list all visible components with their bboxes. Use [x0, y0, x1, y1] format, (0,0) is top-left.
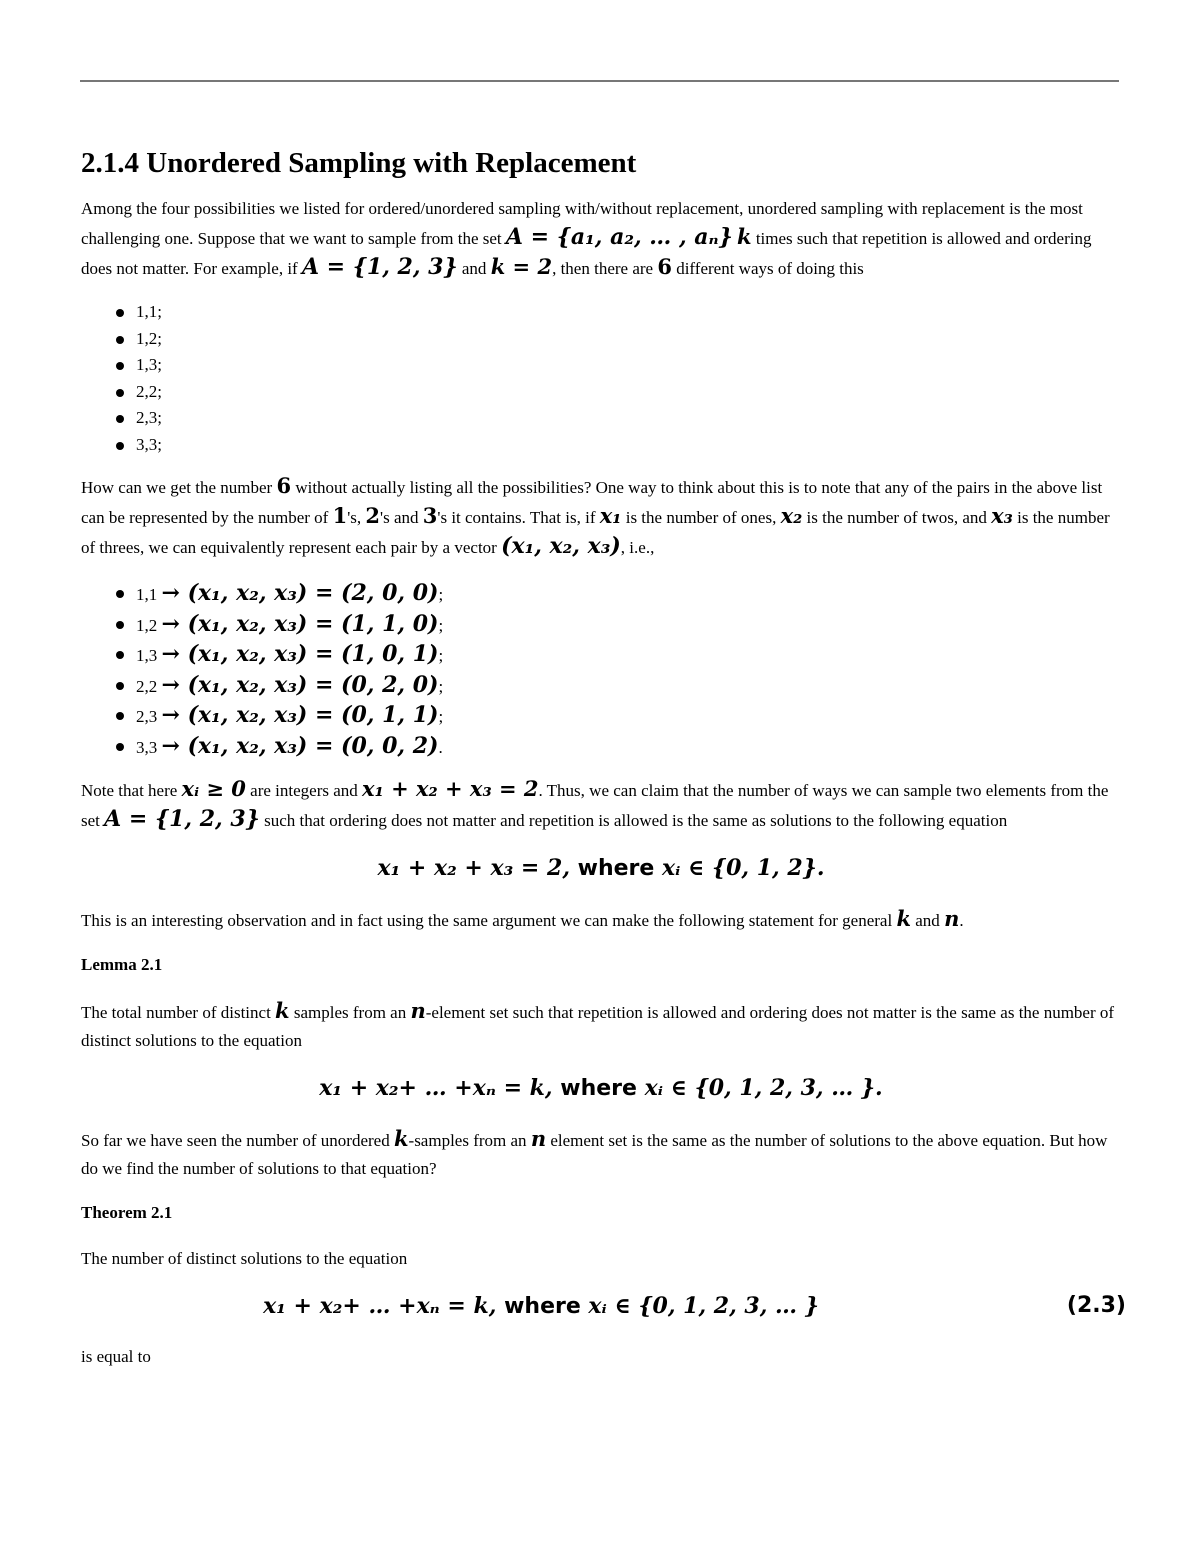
list-item: 2,2; [81, 379, 1121, 406]
math-vector-mapping: → (x₁, x₂, x₃) = (0, 1, 1) [161, 702, 439, 728]
list-item: 1,3 → (x₁, x₂, x₃) = (1, 0, 1); [81, 639, 1121, 670]
generalization-paragraph: This is an interesting observation and in fact using the same argument we can make the following statement for general k and n. [81, 906, 964, 931]
math-xi-nonnegative: xᵢ ≥ 0 [181, 776, 246, 801]
list-item: 1,1; [81, 299, 1121, 326]
math-vector-mapping: → (x₁, x₂, x₃) = (0, 2, 0) [161, 671, 439, 698]
math-vector-mapping: → (x₁, x₂, x₃) = (0, 0, 2) [161, 732, 439, 759]
math-set-a-123: A = {1, 2, 3} [301, 254, 458, 280]
lemma-heading: Lemma 2.1 [81, 955, 163, 974]
math-set-a: A = {a₁, a₂, … , aₙ} [505, 224, 733, 250]
math-vector-mapping: → (x₁, x₂, x₃) = (1, 1, 0) [161, 610, 439, 637]
list-item: 1,2 → (x₁, x₂, x₃) = (1, 1, 0); [81, 609, 1121, 640]
display-equation-3: x₁ + x₂+ … +xₙ = k, where xᵢ ∈ {0, 1, 2, 3, … } (2.3) [0, 1289, 1121, 1323]
equation-number: (2.3) [1066, 1293, 1126, 1318]
math-three: 3 [422, 503, 438, 528]
math-n: n [944, 906, 960, 931]
list-item: 1,3; [81, 352, 1121, 379]
math-x3: x₃ [991, 503, 1013, 528]
list-item: 3,3; [81, 432, 1121, 459]
math-vector-mapping: → (x₁, x₂, x₃) = (1, 0, 1) [161, 641, 439, 667]
page-content [81, 145, 1126, 1387]
list-item: 3,3 → (x₁, x₂, x₃) = (0, 0, 2). [81, 731, 1121, 762]
vector-representation-paragraph: How can we get the number 6 without actually listing all the possibilities? One way to think about this is to note that any of the pairs in the above list can be represented by the number of 1's, 2's and 3's it contains. That is, if x₁ is the number of ones, x₂ is the number of twos, and x₃ is the number of threes, we can equivalently represent each pair by a vector (x₁, x₂, x₃), i.e., [81, 473, 1110, 559]
math-n: n [530, 1126, 547, 1151]
top-horizontal-rule [80, 80, 1119, 82]
math-n: n [410, 998, 426, 1023]
math-k: k [275, 998, 290, 1023]
math-two: 2 [365, 503, 381, 528]
math-k: k [896, 906, 912, 931]
display-equation-2: x₁ + x₂+ … +xₙ = k, where xᵢ ∈ {0, 1, 2, 3, … }. [319, 1075, 883, 1101]
intro-paragraph: Among the four possibilities we listed for ordered/unordered sampling with/without replacement, unordered sampling with replacement is the most challenging one. Suppose that we want to sample from the set A = {a₁, a₂, … , aₙ} k times such that repetition is allowed and ordering does not matter. For example, if A = {1, 2, 3} and k = 2, then there are 6 different ways of doing this [81, 199, 1092, 280]
lemma-statement: The total number of distinct k samples from an n-element set such that repetition is allowed and ordering does not matter is the same as the number of distinct solutions to the equation [81, 998, 1115, 1050]
list-item: 2,2 → (x₁, x₂, x₃) = (0, 2, 0); [81, 670, 1121, 701]
integer-solutions-paragraph: Note that here xᵢ ≥ 0 are integers and x₁ + x₂ + x₃ = 2. Thus, we can claim that the number of ways we can sample two elements from the set A = {1, 2, 3} such that ordering does not matter and repetition is allowed is the same as solutions to the following equation [81, 776, 1109, 832]
pairs-list [81, 299, 1121, 458]
math-k-equals-2: k = 2 [490, 254, 553, 279]
math-x1: x₁ [599, 503, 622, 528]
vector-list [81, 578, 1121, 761]
math-sum-equals-2: x₁ + x₂ + x₃ = 2 [362, 776, 539, 801]
math-k: k [393, 1126, 409, 1151]
list-item: 2,3 → (x₁, x₂, x₃) = (0, 1, 1); [81, 700, 1121, 731]
list-item: 2,3; [81, 405, 1121, 432]
display-equation-1: x₁ + x₂ + x₃ = 2, where xᵢ ∈ {0, 1, 2}. [377, 855, 825, 881]
math-six: 6 [657, 254, 672, 279]
math-six: 6 [276, 473, 292, 498]
list-item: 1,2; [81, 326, 1121, 353]
section-title: 2.1.4 Unordered Sampling with Replacement [81, 147, 637, 179]
math-vector: (x₁, x₂, x₃) [501, 533, 621, 559]
theorem-heading: Theorem 2.1 [81, 1203, 173, 1222]
math-vector-mapping: → (x₁, x₂, x₃) = (2, 0, 0) [161, 580, 439, 606]
theorem-statement: The number of distinct solutions to the equation [81, 1249, 408, 1268]
question-paragraph: So far we have seen the number of unordered k-samples from an n element set is the same as the number of solutions to the above equation. But how do we find the number of solutions to that equation? [81, 1126, 1108, 1178]
math-x2: x₂ [780, 503, 803, 528]
math-one: 1 [332, 503, 348, 528]
math-set-a-123: A = {1, 2, 3} [104, 806, 260, 832]
final-text: is equal to [81, 1347, 151, 1366]
list-item: 1,1 → (x₁, x₂, x₃) = (2, 0, 0); [81, 578, 1121, 609]
math-k: k [737, 224, 752, 249]
